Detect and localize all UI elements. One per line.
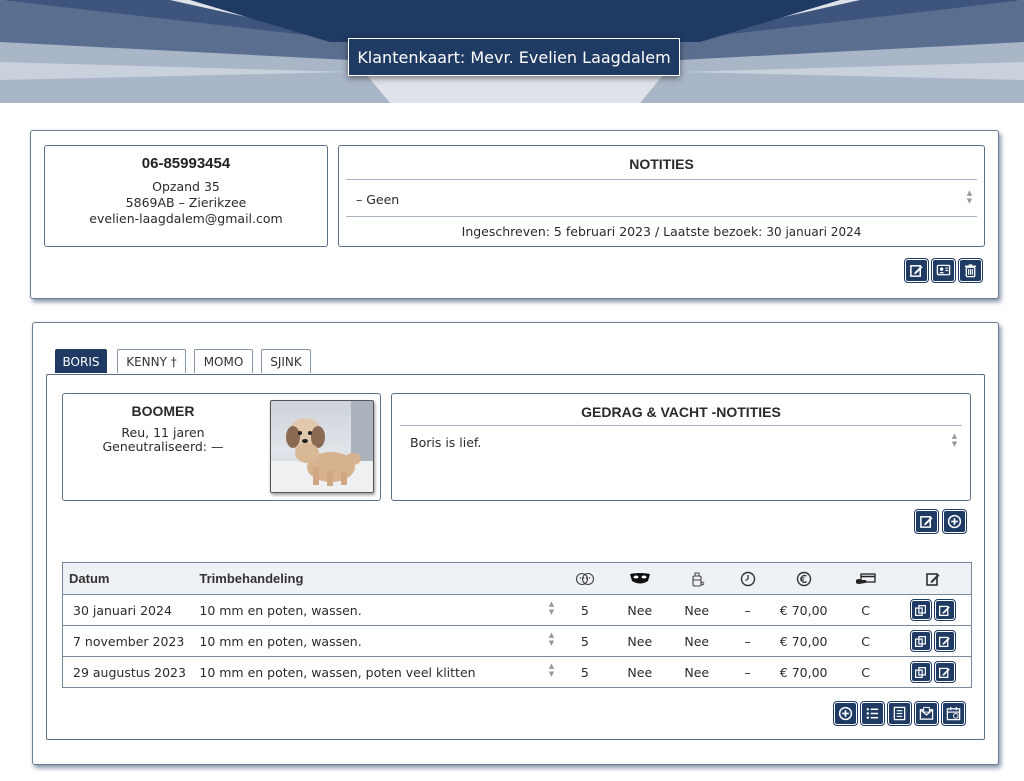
report-button[interactable] [888,702,911,725]
edit-icon [919,514,934,529]
list-icon [865,706,880,721]
edit-client-button[interactable] [905,259,928,282]
notes-value: – Geen [356,192,400,207]
header-treatment: Trimbehandeling [199,563,559,595]
row-price: € 70,00 [771,626,837,657]
row-muzzle: Nee [611,626,669,657]
behavior-textarea[interactable] [400,426,962,462]
behavior-notes-box [391,393,971,501]
behavior-scroll-arrows[interactable]: ▲ ▼ [951,432,958,448]
visits-table [62,562,972,688]
row-actions [895,657,972,688]
edit-visit-button[interactable] [935,600,955,620]
shampoo-icon [686,571,708,587]
table-row [63,595,972,626]
mail-icon [919,706,934,721]
edit-visit-button[interactable] [935,662,955,682]
clock-icon [737,571,759,587]
header-edit [895,563,972,595]
treatment-scroll-arrows[interactable]: ▲ ▼ [548,662,555,678]
trash-icon [963,263,978,278]
client-card [30,130,999,299]
header-price [771,563,837,595]
row-treatment[interactable] [199,657,559,688]
row-shampoo: Nee [669,595,725,626]
edit-icon [938,604,951,617]
table-header-row [63,563,972,595]
row-muzzle: Nee [611,657,669,688]
report-icon [892,706,907,721]
behavior-icon [574,571,596,587]
row-date: 7 november 2023 [63,626,200,657]
euro-icon [793,571,815,587]
header-banner [0,0,1024,103]
treatment-scroll-arrows[interactable]: ▲ ▼ [548,600,555,616]
tab-panel-boris [46,374,985,740]
row-time: – [725,657,771,688]
notes-textarea[interactable] [346,180,977,217]
page-title: Klantenkaart: Mevr. Evelien Laagdalem [348,38,680,76]
copy-visit-button[interactable] [911,662,931,682]
edit-icon [909,263,924,278]
calendar-button[interactable] [942,702,965,725]
registered-label: Ingeschreven: 5 februari 2023 / Laatste bezoek: [461,224,763,239]
add-pet-button[interactable] [943,510,966,533]
pet-sex-age: Reu, 11 jaren [121,425,205,440]
client-postal-city: 5869AB – Zierikzee [125,195,247,210]
row-price: € 70,00 [771,657,837,688]
header-time [725,563,771,595]
row-shampoo: Nee [669,657,725,688]
add-visit-button[interactable] [834,702,857,725]
notes-scroll-arrows[interactable]: ▲ ▼ [966,189,973,205]
add-circle-icon [838,706,853,721]
edit-icon [922,571,944,587]
row-treatment-text: 10 mm en poten, wassen, poten veel klitten [199,664,476,680]
contact-card-icon [936,263,951,278]
registration-line [339,224,984,239]
last-visit-date: 30 januari 2024 [766,225,862,239]
copy-icon [914,604,927,617]
treatment-scroll-arrows[interactable]: ▲ ▼ [548,631,555,647]
header-date: Datum [63,563,200,595]
table-row [63,626,972,657]
row-payment: C [837,657,895,688]
edit-icon [938,635,951,648]
client-phone: 06-85993454 [141,155,231,172]
table-row [63,657,972,688]
row-treatment-text: 10 mm en poten, wassen. [199,602,362,618]
client-email: evelien-laagdalem@gmail.com [89,211,283,226]
copy-icon [914,666,927,679]
header-behavior [559,563,611,595]
pet-photo[interactable] [270,400,374,493]
row-muzzle: Nee [611,595,669,626]
row-price: € 70,00 [771,595,837,626]
row-payment: C [837,595,895,626]
row-treatment[interactable] [199,595,559,626]
contact-card-button[interactable] [932,259,955,282]
tab-kenny[interactable]: KENNY † [117,349,186,373]
copy-visit-button[interactable] [911,600,931,620]
row-time: – [725,626,771,657]
row-treatment[interactable] [199,626,559,657]
header-payment [837,563,895,595]
edit-pet-button[interactable] [915,510,938,533]
row-date: 30 januari 2024 [63,595,200,626]
row-treatment-text: 10 mm en poten, wassen. [199,633,362,649]
notes-box [338,145,985,247]
pet-neutered: Geneutraliseerd: — [102,439,224,454]
contact-box [44,145,328,247]
header-muzzle [611,563,669,595]
row-behavior: 5 [559,595,611,626]
row-behavior: 5 [559,657,611,688]
muzzle-icon [629,571,651,587]
row-payment: C [837,626,895,657]
tab-sjink[interactable]: SJINK [261,349,311,373]
pets-card [32,322,999,765]
dog-photo-illustration [271,401,374,493]
delete-client-button[interactable] [959,259,982,282]
header-shampoo [669,563,725,595]
tab-boris[interactable]: BORIS [55,349,107,373]
copy-icon [914,635,927,648]
edit-visit-button[interactable] [935,631,955,651]
behavior-value: Boris is lief. [410,435,482,450]
pet-breed: BOOMER [131,403,195,419]
copy-visit-button[interactable] [911,631,931,651]
row-date: 29 augustus 2023 [63,657,200,688]
edit-icon [938,666,951,679]
row-time: – [725,595,771,626]
mail-button[interactable] [915,702,938,725]
add-circle-icon [947,514,962,529]
notes-title: NOTITIES [346,156,977,180]
behavior-title: GEDRAG & VACHT -NOTITIES [400,404,962,426]
calendar-icon [946,706,961,721]
payment-icon [855,571,877,587]
row-actions [895,626,972,657]
row-shampoo: Nee [669,626,725,657]
row-actions [895,595,972,626]
tab-momo[interactable]: MOMO [194,349,253,373]
list-visits-button[interactable] [861,702,884,725]
row-behavior: 5 [559,626,611,657]
client-street: Opzand 35 [152,179,220,194]
pet-info-box [62,393,381,501]
